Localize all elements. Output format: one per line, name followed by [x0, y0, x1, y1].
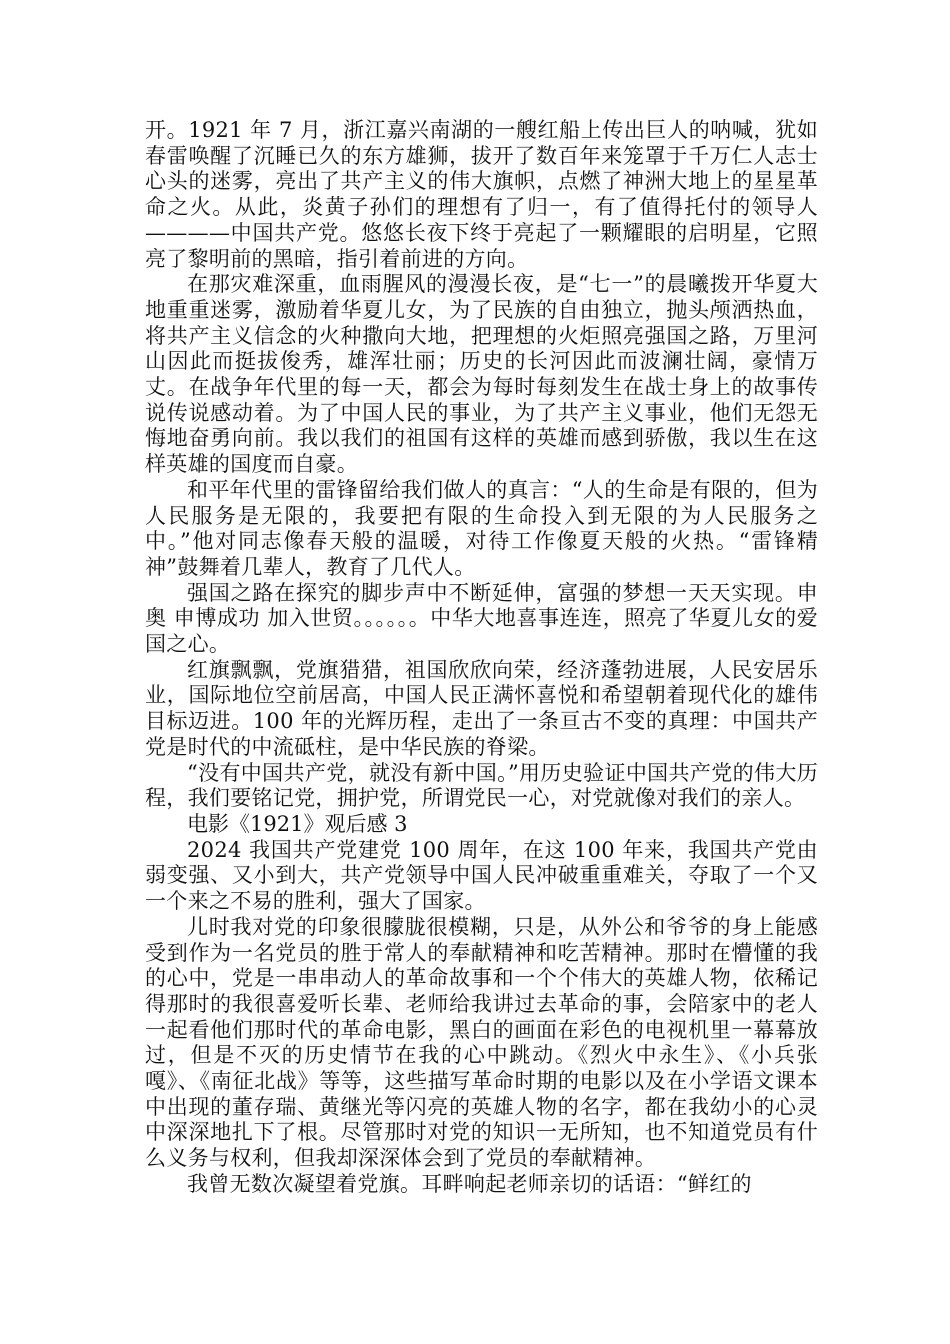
paragraph: 强国之路在探究的脚步声中不断延伸，富强的梦想一天天实现。申奥 申博成功 加入世贸。。。。。。中华大地喜事连连，照亮了华夏儿女的爱国之心。 [145, 580, 818, 657]
paragraph: “没有中国共产党，就没有新中国。”用历史验证中国共产党的伟大历程，我们要铭记党，拥护党，所谓党民一心，对党就像对我们的亲人。 [145, 760, 818, 811]
paragraph: 在那灾难深重，血雨腥风的漫漫长夜，是“七一”的晨曦拨开华夏大地重重迷雾，激励着华夏儿女，为了民族的自由独立，抛头颅洒热血，将共产主义信念的火种撒向大地，把理想的火炬照亮强国之路，万里河山因此而挺拔俊秀，雄浑壮丽；历史的长河因此而波澜壮阔，豪情万丈。在战争年代里的每一天，都会为每时每刻发生在战士身上的故事传说传说感动着。为了中国人民的事业，为了共产主义事业，他们无怨无悔地奋勇向前。我以我们的祖国有这样的英雄而感到骄傲，我以生在这样英雄的国度而自豪。 [145, 272, 818, 477]
paragraph: 2024 我国共产党建党 100 周年，在这 100 年来，我国共产党由弱变强、又小到大，共产党领导中国人民冲破重重难关，夺取了一个又一个来之不易的胜利，强大了国家。 [145, 837, 818, 914]
paragraph: 红旗飘飘，党旗猎猎，祖国欣欣向荣，经济蓬勃进展，人民安居乐业，国际地位空前居高，中国人民正满怀喜悦和希望朝着现代化的雄伟目标迈进。100 年的光辉历程，走出了一条亘古不变的真理：中国共产党是时代的中流砥柱，是中华民族的脊梁。 [145, 657, 818, 759]
paragraph-continuation: 开。1921 年 7 月，浙江嘉兴南湖的一艘红船上传出巨人的呐喊，犹如春雷唤醒了沉睡已久的东方雄狮，拔开了数百年来笼罩于千万仁人志士心头的迷雾，亮出了共产主义的伟大旗帜，点燃了神洲大地上的星星革命之火。从此，炎黄子孙们的理想有了归一，有了值得托付的领导人————中国共产党。悠悠长夜下终于亮起了一颗耀眼的启明星，它照亮了黎明前的黑暗，指引着前进的方向。 [145, 118, 818, 271]
section-heading: 电影《1921》观后感 3 [187, 811, 408, 836]
paragraph: 我曾无数次凝望着党旗。耳畔响起老师亲切的话语：“鲜红的 [187, 1171, 752, 1196]
paragraph: 和平年代里的雷锋留给我们做人的真言：“人的生命是有限的，但为人民服务是无限的，我要把有限的生命投入到无限的为人民服务之中。”他对同志像春天般的温暖，对待工作像夏天般的火热。“雷锋精神”鼓舞着几辈人，教育了几代人。 [145, 477, 818, 579]
paragraph: 儿时我对党的印象很朦胧很模糊，只是，从外公和爷爷的身上能感受到作为一名党员的胜于常人的奉献精神和吃苦精神。那时在懵懂的我的心中，党是一串串动人的革命故事和一个个伟大的英雄人物，依稀记得那时的我很喜爱听长辈、老师给我讲过去革命的事，会陪家中的老人一起看他们那时代的革命电影，黑白的画面在彩色的电视机里一幕幕放过，但是不灭的历史情节在我的心中跳动。《烈火中永生》、《小兵张嘎》、《南征北战》等等，这些描写革命时期的电影以及在小学语文课本中出现的董存瑞、黄继光等闪亮的英雄人物的名字，都在我幼小的心灵中深深地扎下了根。尽管那时对党的知识一无所知，也不知道党员有什么义务与权利，但我却深深体会到了党员的奉献精神。 [145, 914, 818, 1171]
